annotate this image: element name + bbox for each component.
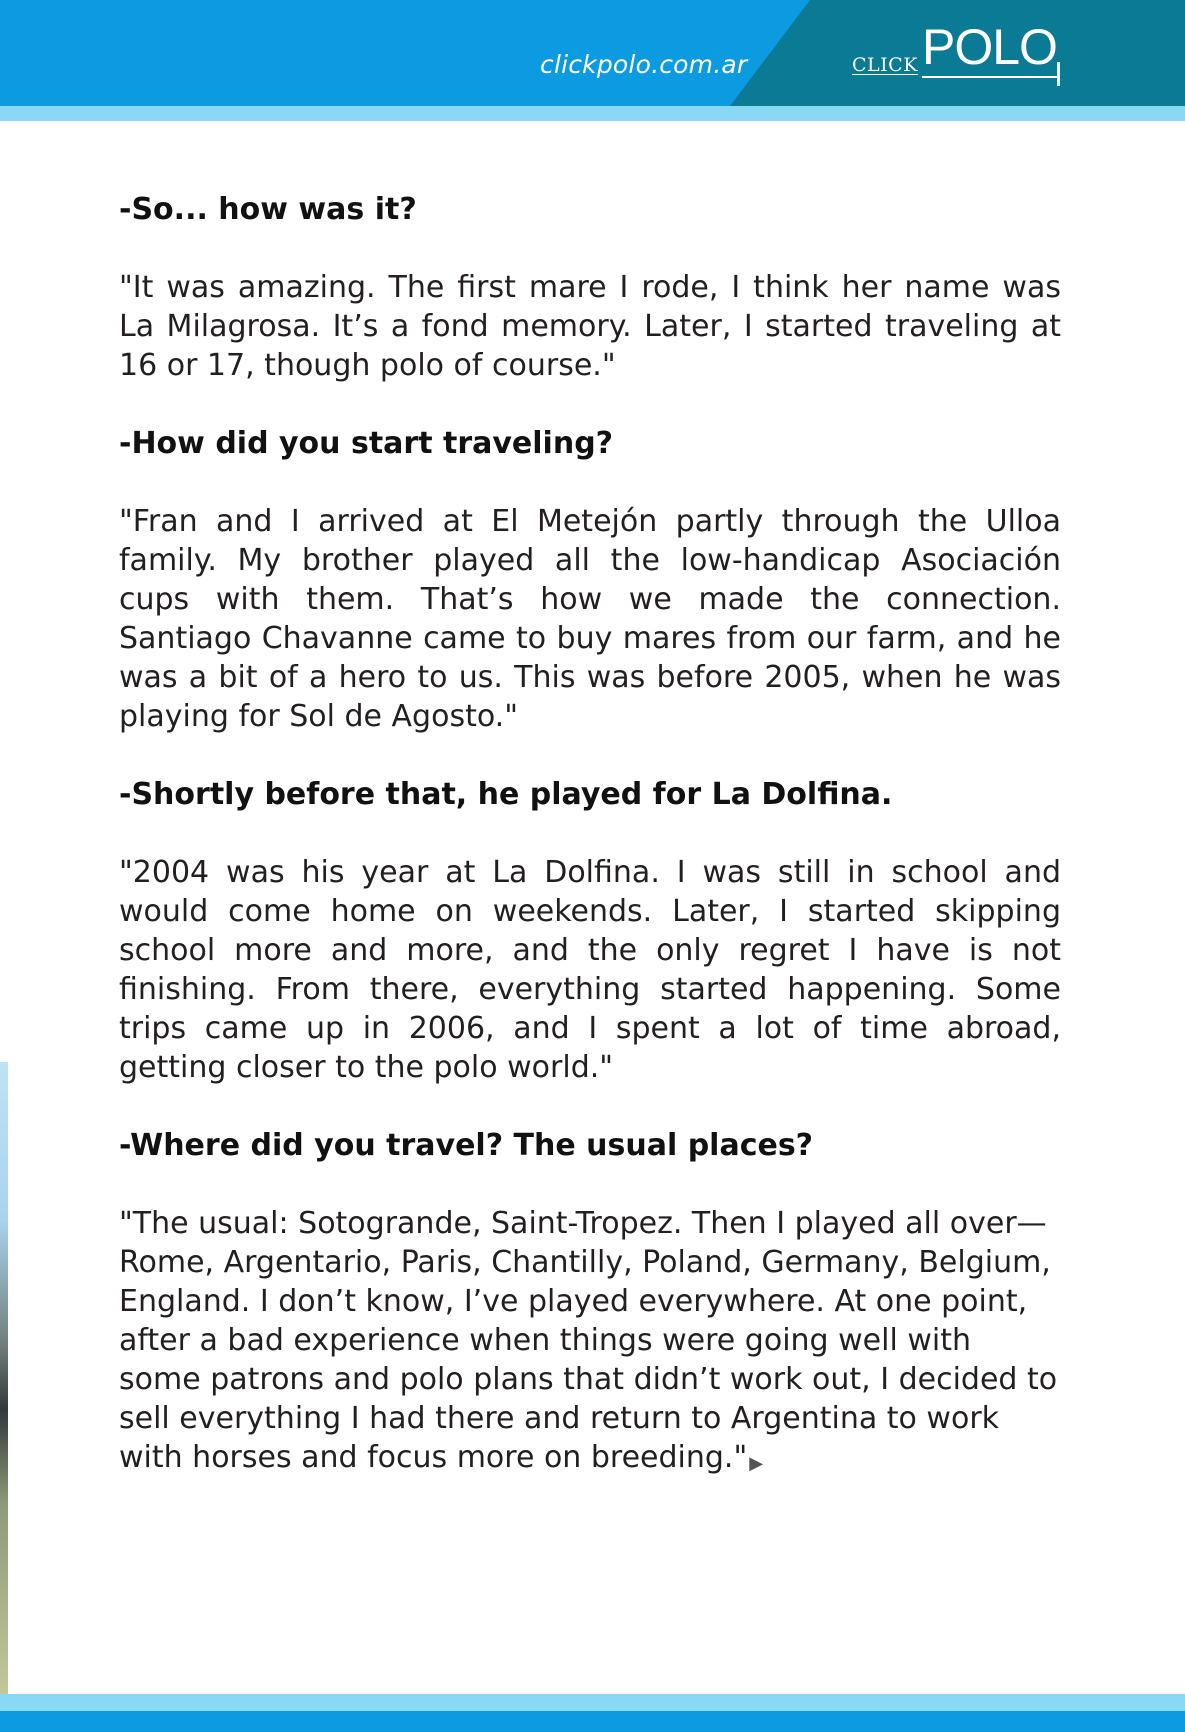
answer-2: "Fran and I arrived at El Metejón partly through the Ulloa family. My brother played all the low-handicap Asociación cups with them. That’s how we made the connection. Santiago Chavanne came to buy mares from our farm, and he was a bit of a hero to us. This was before 2005, when he was playing for Sol de Agosto." [119,504,1061,734]
answer-4 [119,1204,1061,1483]
question-3: -Shortly before that, he played for La Dolfina. [119,777,893,812]
clickpolo-logo[interactable] [852,18,1062,90]
page-header [0,0,1185,106]
answer-3: "2004 was his year at La Dolfina. I was still in school and would come home on weekends. Later, I started skipping school more and more, and the only regret I have is not finishing. From there, everything started happening. Some trips came up in 2006, and I spent a lot of time abroad, getting closer to the polo world." [119,855,1061,1085]
logo-polo-text: POLO [922,19,1057,75]
question-2: -How did you start traveling? [119,426,614,461]
logo-underline [922,76,1059,78]
interview-body [119,190,1061,1483]
continue-arrow-icon: ▶ [749,1453,764,1474]
logo-click-text: CLICK [852,54,918,76]
answer-4-text: "The usual: Sotogrande, Saint-Tropez. Then I played all over—Rome, Argentario, Paris, Chantilly, Poland, Germany, Belgium, England. I don’t know, I’ve played everywhere. At one point, after a bad experience when things were going well with some patrons and polo plans that didn’t work out, I decided to sell everything I had there and return to Argentina to work with horses and focus more on breeding." [119,1206,1058,1475]
answer-1: "It was amazing. The first mare I rode, I think her name was La Milagrosa. It’s a fond memory. Later, I started traveling at 16 or 17, though polo of course." [119,270,1061,383]
footer-bar [0,1711,1185,1732]
footer-accent-band [0,1694,1185,1711]
question-1: -So... how was it? [119,192,417,227]
photo-edge-strip [0,1062,8,1694]
site-url[interactable]: clickpolo.com.ar [540,50,748,79]
question-4: -Where did you travel? The usual places? [119,1128,814,1163]
header-accent-band [0,106,1185,121]
logo-stem [1057,62,1060,86]
